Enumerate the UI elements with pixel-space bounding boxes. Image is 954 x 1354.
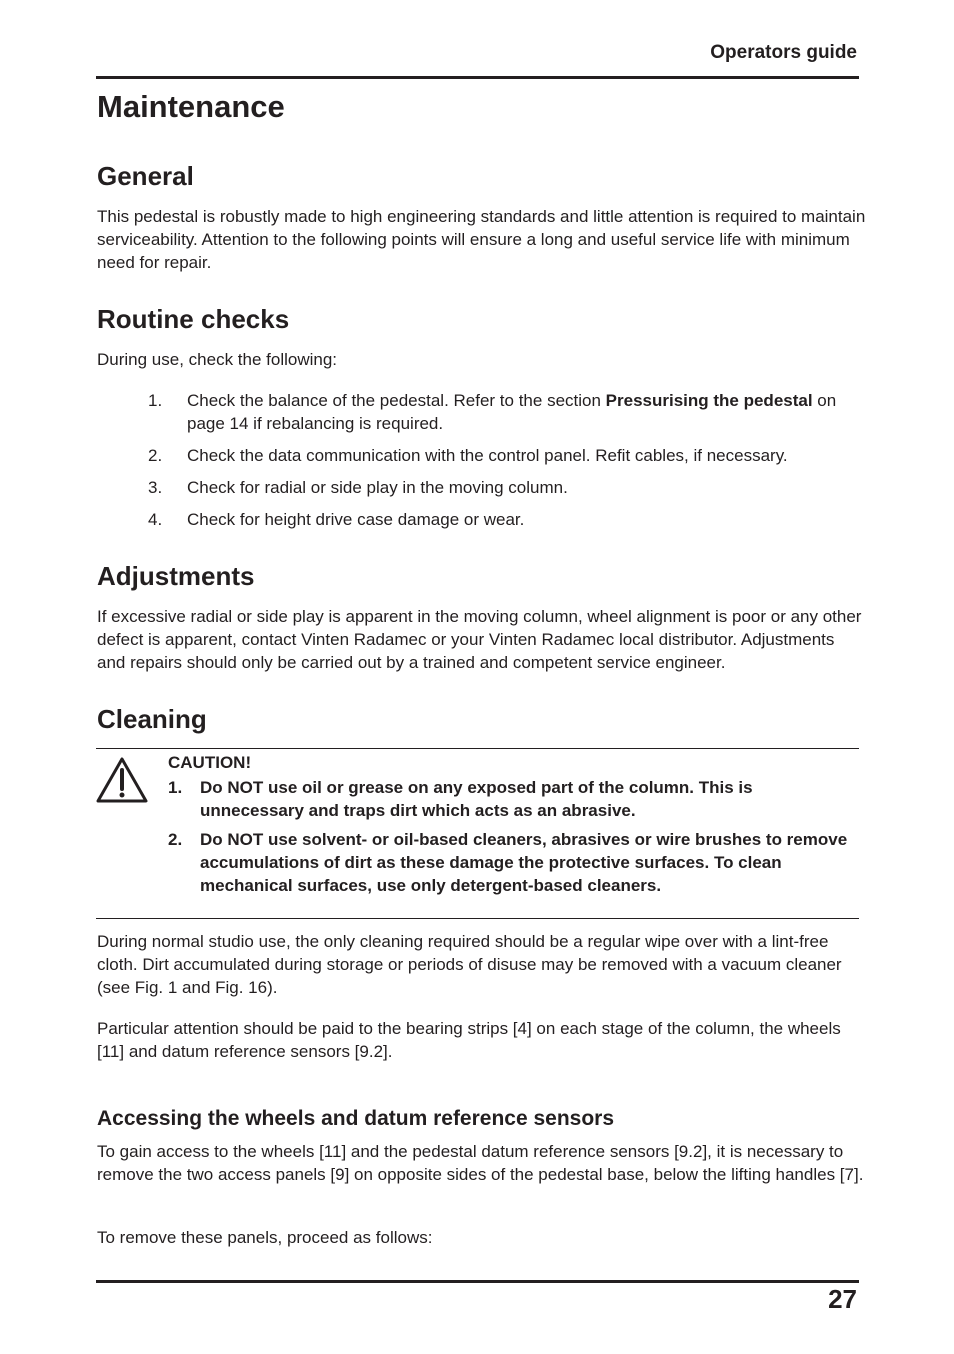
- caution-item-number: 1.: [168, 778, 183, 797]
- caution-item-number: 2.: [168, 830, 183, 849]
- list-item-text: Check the data communication with the control panel. Refit cables, if necessary.: [187, 446, 788, 465]
- list-item: [97, 444, 867, 467]
- access-body: To gain access to the wheels [11] and the pedestal datum reference sensors [9.2], it is necessary to remove the two access panels [9] on opposite sides of the pedestal base, below the lifting handles [7].: [97, 1142, 864, 1184]
- adjustments-body: If excessive radial or side play is apparent in the moving column, wheel alignment is poor or any other defect is apparent, contact Vinten Radamec or your Vinten Radamec local distributor. Adjustments and repairs should only be carried out by a trained and competent service engineer.: [97, 607, 862, 672]
- running-header: Operators guide: [710, 42, 857, 63]
- subsection-heading-access: Accessing the wheels and datum reference sensors: [97, 1107, 615, 1130]
- caution-item: [168, 828, 858, 897]
- caution-box: [168, 751, 858, 897]
- list-item-text: Check for height drive case damage or wear.: [187, 510, 525, 529]
- general-body: This pedestal is robustly made to high engineering standards and little attention is required to maintain serviceability. Attention to the following points will ensure a long and useful service life with minimum need for repair.: [97, 207, 866, 272]
- section-heading-routine-checks: Routine checks: [97, 304, 290, 334]
- list-item-text: Check the balance of the pedestal. Refer to the section: [187, 391, 606, 410]
- list-item-text: on page 14 if rebalancing is required.: [187, 391, 837, 433]
- caution-item-text: Do NOT use solvent- or oil-based cleaners, abrasives or wire brushes to remove accumulations of dirt as these damage the protective surfaces. To clean mechanical surfaces, use only detergent-based cleaners.: [200, 830, 848, 895]
- page-title: Maintenance: [97, 89, 285, 124]
- list-item-text: Check for radial or side play in the moving column.: [187, 478, 568, 497]
- section-heading-adjustments: Adjustments: [97, 561, 255, 591]
- list-item: [97, 508, 867, 531]
- section-heading-cleaning: Cleaning: [97, 704, 207, 734]
- header-rule: [96, 76, 859, 79]
- list-item-number: 2.: [148, 446, 163, 465]
- list-item: [97, 476, 867, 499]
- cleaning-paragraph-1: During normal studio use, the only cleaning required should be a regular wipe over with a lint-free cloth. Dirt accumulated during storage or periods of disuse may be removed with a vacuum cleaner (see Fig. 1 and Fig. 16).: [97, 932, 842, 997]
- routine-checks-list: [97, 389, 867, 531]
- access-intro: To remove these panels, proceed as follows:: [97, 1228, 433, 1247]
- list-item-number: 4.: [148, 510, 163, 529]
- caution-item: [168, 776, 858, 822]
- list-item-number: 3.: [148, 478, 163, 497]
- caution-title: CAUTION!: [168, 753, 252, 772]
- cross-reference: Pressurising the pedestal: [605, 391, 813, 410]
- warning-triangle-icon: [96, 756, 148, 804]
- footer-rule: [96, 1280, 859, 1283]
- cleaning-paragraph-2: Particular attention should be paid to the bearing strips [4] on each stage of the column, the wheels [11] and datum reference sensors [9.2].: [97, 1019, 841, 1061]
- caution-list: [168, 776, 858, 897]
- list-item-number: 1.: [148, 391, 163, 410]
- section-heading-general: General: [97, 161, 194, 191]
- page-number: 27: [828, 1284, 857, 1314]
- list-item: [97, 389, 867, 435]
- caution-bottom-rule: [96, 918, 859, 919]
- caution-item-text: Do NOT use oil or grease on any exposed part of the column. This is unnecessary and traps dirt which acts as an abrasive.: [200, 778, 753, 820]
- routine-intro: During use, check the following:: [97, 350, 338, 369]
- caution-top-rule: [96, 748, 859, 749]
